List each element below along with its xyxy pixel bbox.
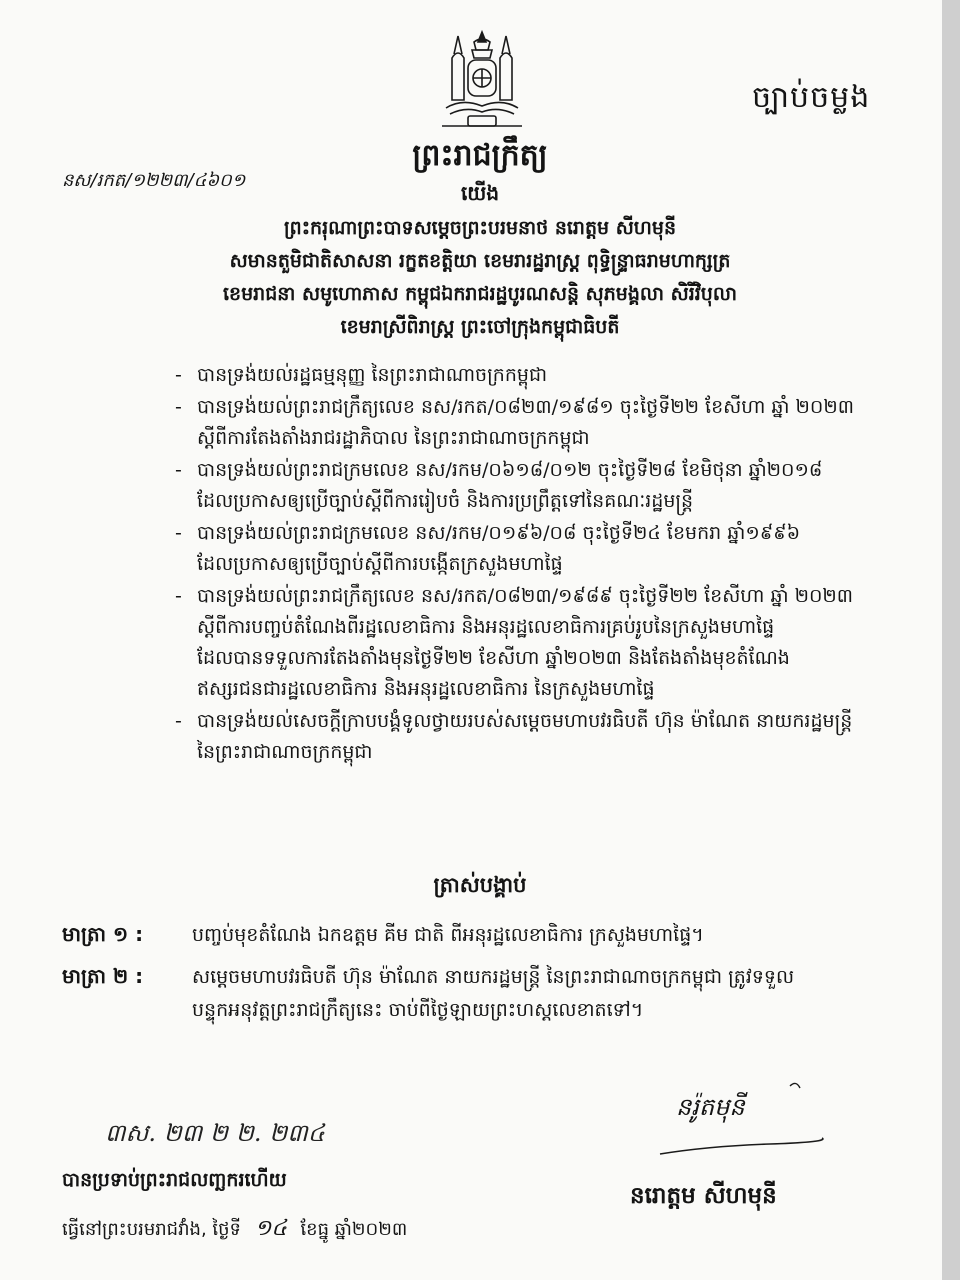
royal-arms-emblem-icon bbox=[432, 28, 532, 138]
visa-line: នៃព្រះរាជាណាចក្រកម្ពុជា bbox=[197, 741, 373, 763]
visa-list bbox=[175, 360, 915, 769]
royal-title-line: ព្រះករុណាព្រះបាទសម្តេចព្រះបរមនាថ នរោត្តម សីហមុនី bbox=[283, 217, 677, 239]
royal-title-line: ខេមរាស្រីពិរាស្ត្រ ព្រះចៅក្រុងកម្ពុជាធិបតី bbox=[340, 316, 620, 338]
royal-titles bbox=[0, 212, 960, 344]
date-suffix: ខែធ្នូ ឆ្នាំ២០២៣ bbox=[300, 1219, 408, 1240]
visa-line: ស្តីពីការតែងតាំងរាជរដ្ឋាភិបាល នៃព្រះរាជាណាចក្រកម្ពុជា bbox=[197, 427, 590, 449]
article-1 bbox=[62, 918, 922, 952]
article-text: បញ្ចប់មុខតំណែង ឯកឧត្តម គីម ជាតិ ពីអនុរដ្ឋលេខាធិការ ក្រសួងមហាផ្ទៃ។ bbox=[192, 924, 704, 946]
visa-line: បានទ្រង់យល់ព្រះរាជក្រឹត្យលេខ នស/រកត/០៨២៣/១៩៨៩ ចុះថ្ងៃទី២២ ខែសីហា ឆ្នាំ ២០២៣ bbox=[197, 585, 854, 607]
decides-heading: ត្រាស់បង្គាប់ bbox=[433, 873, 527, 897]
visa-item bbox=[175, 518, 915, 580]
visa-line: បានទ្រង់យល់សេចក្តីក្រាបបង្គំទូលថ្វាយរបស់សម្តេចមហាបវរធិបតី ហ៊ុន ម៉ាណែត នាយករដ្ឋមន្ត្រី bbox=[197, 710, 853, 732]
visa-item bbox=[175, 360, 915, 391]
royal-seal-affixed-text: បានប្រទាប់ព្រះរាជលញ្ឆករហើយ bbox=[62, 1169, 287, 1191]
certified-copy-mark: ច្បាប់ចម្លង bbox=[752, 80, 871, 115]
article-text: សម្តេចមហាបវរធិបតី ហ៊ុន ម៉ាណែត នាយករដ្ឋមន្ត្រី នៃព្រះរាជាណាចក្រកម្ពុជា ត្រូវទទួល bbox=[192, 966, 795, 988]
place-and-date bbox=[62, 1214, 407, 1246]
date-prefix: ធ្វើនៅព្រះបរមរាជវាំង, ថ្ងៃទី bbox=[62, 1219, 241, 1240]
visa-item bbox=[175, 455, 915, 517]
visa-line: ស្តីពីការបញ្ចប់តំណែងពីរដ្ឋលេខាធិការ និងអនុរដ្ឋលេខាធិការគ្រប់រូបនៃក្រសួងមហាផ្ទៃ bbox=[197, 616, 775, 638]
handwritten-signature: នរ៉ូតមុនី bbox=[676, 1093, 745, 1121]
royal-title-line: សមានតួមិជាតិសាសនា រក្ខតខត្តិយា ខេមរារដ្ឋរាស្ត្រ ពុទ្ធិន្ទ្រាធរាមហាក្សត្រ bbox=[229, 250, 731, 272]
visa-line: បានទ្រង់យល់ព្រះរាជក្រឹត្យលេខ នស/រកត/០៨២៣/១៩៨១ ចុះថ្ងៃទី២២ ខែសីហា ឆ្នាំ ២០២៣ bbox=[197, 396, 854, 418]
article-label: មាត្រា ១ : bbox=[62, 922, 144, 946]
visa-line: បានទ្រង់យល់ព្រះរាជក្រមលេខ នស/រកម/០១៩៦/០៨ ចុះថ្ងៃទី២៤ ខែមករា ឆ្នាំ១៩៩៦ bbox=[197, 522, 801, 544]
visa-line: ដែលប្រកាសឲ្យប្រើច្បាប់ស្តីពីការបង្កើតក្រសួងមហាផ្ទៃ bbox=[197, 553, 563, 575]
we-heading: យើង bbox=[460, 181, 500, 205]
visa-line: ឥស្សរជនជារដ្ឋលេខាធិការ និងអនុរដ្ឋលេខាធិការ នៃក្រសួងមហាផ្ទៃ bbox=[197, 678, 655, 700]
visa-item bbox=[175, 581, 915, 705]
royal-title-line: ខេមរាជនា សមូហោភាស កម្ពុជឯករាជរដ្ឋបូរណសន្តិ សុភមង្គលា សិរីវិបុលា bbox=[223, 283, 737, 305]
article-label: មាត្រា ២ : bbox=[62, 964, 144, 988]
visa-item bbox=[175, 392, 915, 454]
handwritten-annotation: ៣ស. ២៣ ២ ២. ២៣៤ bbox=[105, 1119, 325, 1147]
visa-line: បានទ្រង់យល់ព្រះរាជក្រមលេខ នស/រកម/០៦១៨/០១២ ចុះថ្ងៃទី២៨ ខែមិថុនា ឆ្នាំ២០១៨ bbox=[197, 459, 823, 481]
article-text: បន្ទុកអនុវត្តព្រះរាជក្រឹត្យនេះ ចាប់ពីថ្ងៃឡាយព្រះហស្តលេខាតទៅ។ bbox=[192, 999, 644, 1021]
visa-line: បានទ្រង់យល់រដ្ឋធម្មនុញ្ញ នៃព្រះរាជាណាចក្រកម្ពុជា bbox=[197, 364, 548, 386]
date-day: ១៤ bbox=[254, 1216, 287, 1241]
signatory-name: នរោត្តម សីហមុនី bbox=[630, 1183, 777, 1209]
visa-line: ដែលប្រកាសឲ្យប្រើច្បាប់ស្តីពីការរៀបចំ និងការប្រព្រឹត្តទៅនៃគណៈរដ្ឋមន្ត្រី bbox=[197, 490, 694, 512]
article-2 bbox=[62, 960, 922, 1027]
visa-line: ដែលបានទទួលការតែងតាំងមុនថ្ងៃទី២២ ខែសីហា ឆ្នាំ២០២៣ និងតែងតាំងមុខតំណែង bbox=[197, 647, 790, 669]
visa-item bbox=[175, 706, 915, 768]
reference-number: នស/រកត/១២២៣/៤៦០១ bbox=[62, 170, 246, 191]
document-title: ព្រះរាជក្រឹត្យ bbox=[412, 138, 548, 173]
